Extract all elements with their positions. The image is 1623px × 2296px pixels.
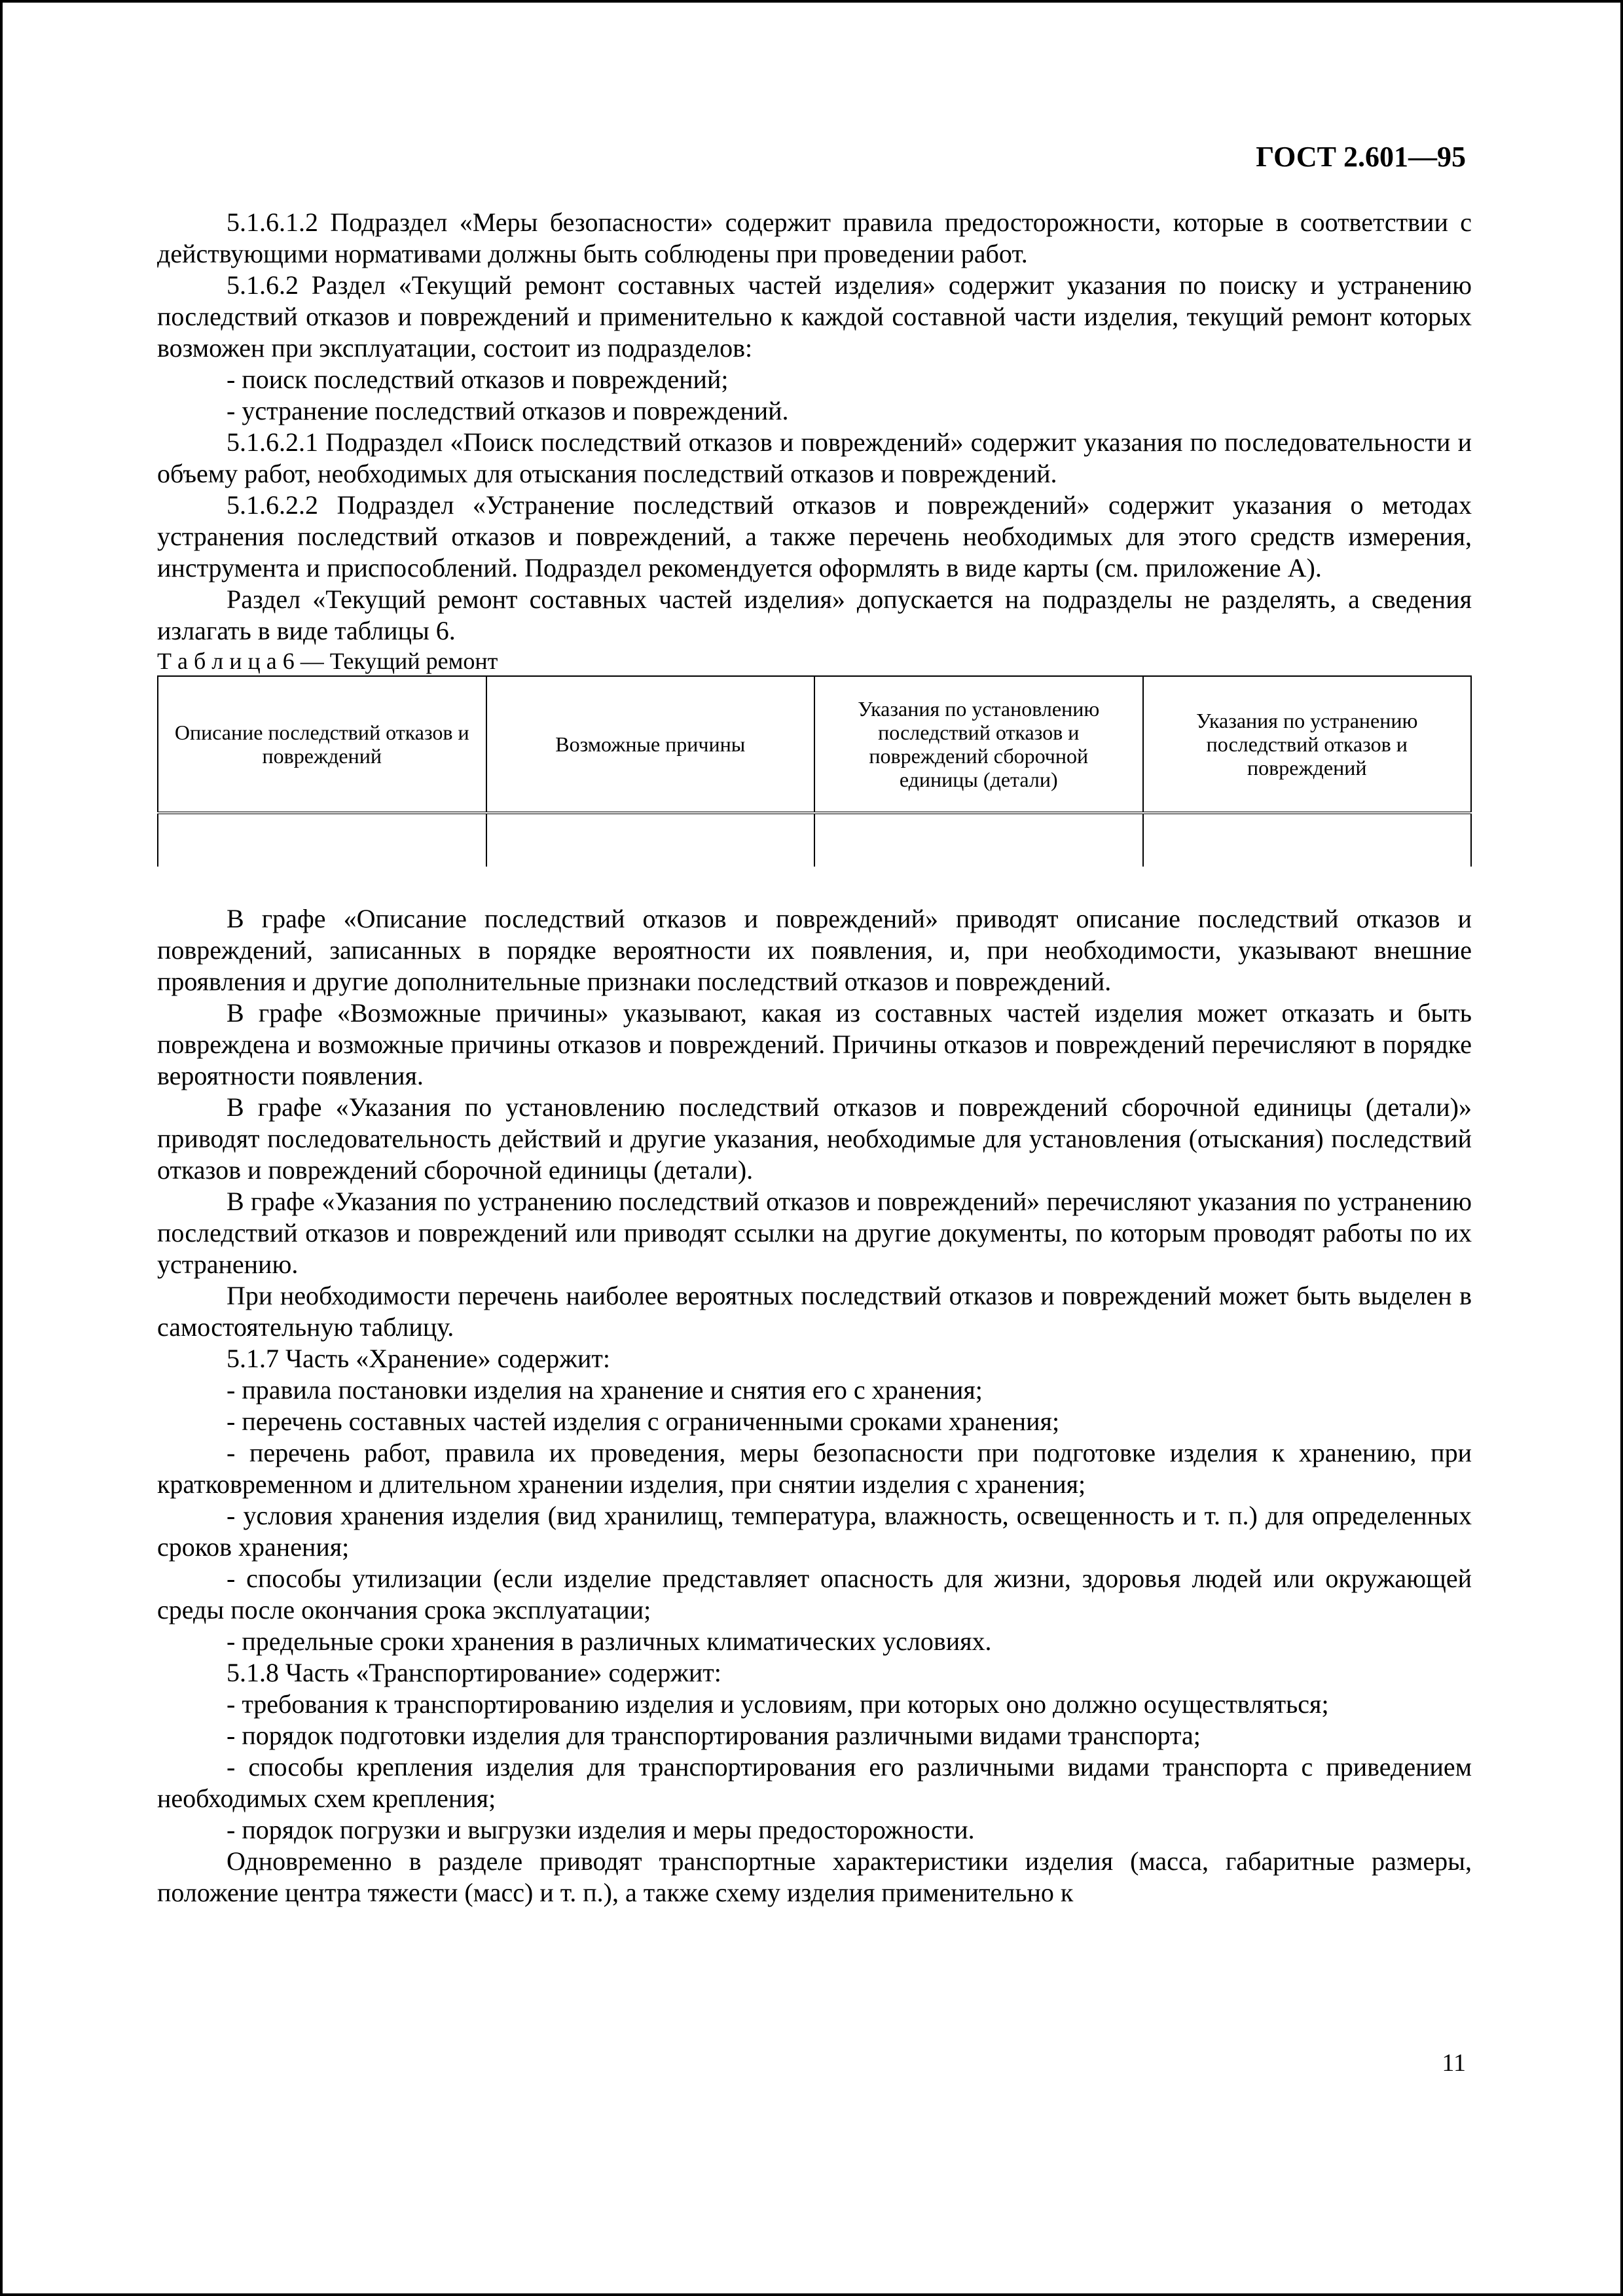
list-item: - порядок подготовки изделия для транспортирования различными видами транспорта; [227,1721,1201,1750]
table-cell [1143,813,1472,867]
standard-header: ГОСТ 2.601—95 [1256,141,1466,173]
bottom-text-block [157,903,1472,1909]
list-item: - порядок погрузки и выгрузки изделия и меры предосторожности. [227,1815,975,1844]
paragraph: Раздел «Текущий ремонт составных частей изделия» допускается на подразделы не разделять, а сведения излагать в виде таблицы 6. [157,584,1472,645]
table-header-row [158,676,1471,813]
paragraph: При необходимости перечень наиболее вероятных последствий отказов и повреждений может быть выделен в самостоятельную таблицу. [157,1281,1472,1342]
list-item: - требования к транспортированию изделия и условиям, при которых оно должно осуществляться; [227,1689,1329,1719]
table-row [158,813,1471,867]
paragraph: В графе «Возможные причины» указывают, какая из составных частей изделия может отказать и быть повреждена и возможные причины отказов и повреждений. Причины отказов и повреждений перечисляют в порядке вероятности появления. [157,998,1472,1090]
page-content [157,207,1472,1909]
paragraph: В графе «Указания по установлению последствий отказов и повреждений сборочной единицы (детали)» приводят последовательность действий и другие указания, необходимые для установления (отыскания) последствий отказов и повреждений сборочной единицы (детали). [157,1092,1472,1185]
table-caption: Т а б л и ц а 6 — Текущий ремонт [157,648,498,674]
list-item: - способы крепления изделия для транспортирования его различными видами транспорта с приведением необходимых схем крепления; [157,1752,1472,1813]
table-header-cell: Указания по устранению последствий отказов и повреждений [1143,676,1472,813]
paragraph: 5.1.6.2.1 Подраздел «Поиск последствий отказов и повреждений» содержит указания по последовательности и объему работ, необходимых для отыскания последствий отказов и повреждений. [157,427,1472,488]
list-item: - способы утилизации (если изделие представляет опасность для жизни, здоровья людей или окружающей среды после окончания срока эксплуатации; [157,1564,1472,1624]
table-cell [814,813,1143,867]
list-item: - устранение последствий отказов и повреждений. [227,396,789,425]
list-item: - перечень составных частей изделия с ограниченными сроками хранения; [227,1407,1060,1436]
list-item: - поиск последствий отказов и повреждений; [227,365,729,394]
paragraph: В графе «Описание последствий отказов и повреждений» приводят описание последствий отказов и повреждений, записанных в порядке вероятности их появления, и, при необходимости, указывают внешние проявления и другие дополнительные признаки последствий отказов и повреждений. [157,904,1472,996]
list-item: - правила постановки изделия на хранение и снятия его с хранения; [227,1375,983,1405]
section-heading: 5.1.8 Часть «Транспортирование» содержит: [227,1658,721,1687]
table-header-cell: Описание последствий отказов и повреждений [158,676,486,813]
list-item: - условия хранения изделия (вид хранилищ, температура, влажность, освещенность и т. п.) для определенных сроков хранения; [157,1501,1472,1562]
section-heading: 5.1.7 Часть «Хранение» содержит: [227,1344,610,1373]
table-cell [486,813,815,867]
table-header-cell: Возможные причины [486,676,815,813]
paragraph: В графе «Указания по устранению последствий отказов и повреждений» перечисляют указания по устранению последствий отказов и повреждений или приводят ссылки на другие документы, по которым проводят работы по их устранению. [157,1187,1472,1279]
list-item: - перечень работ, правила их проведения, меры безопасности при подготовке изделия к хранению, при кратковременном и длительном хранении изделия, при снятии изделия с хранения; [157,1438,1472,1499]
paragraph: 5.1.6.1.2 Подраздел «Меры безопасности» содержит правила предосторожности, которые в соответствии с действующими нормативами должны быть соблюдены при проведении работ. [157,207,1472,268]
table-header-cell: Указания по установлению последствий отказов и повреждений сборочной единицы (детали) [814,676,1143,813]
repair-table [157,675,1472,867]
paragraph: 5.1.6.2 Раздел «Текущий ремонт составных частей изделия» содержит указания по поиску и устранению последствий отказов и повреждений и применительно к каждой составной части изделия, текущий ремонт которых возможен при эксплуатации, состоит из подразделов: [157,270,1472,363]
table-cell [158,813,486,867]
top-text-block [157,207,1472,647]
paragraph: 5.1.6.2.2 Подраздел «Устранение последствий отказов и повреждений» содержит указания о методах устранения последствий отказов и повреждений, а также перечень необходимых для этого средств измерения, инструмента и приспособлений. Подраздел рекомендуется оформлять в виде карты (см. приложение А). [157,490,1472,583]
page-number: 11 [1442,2049,1466,2077]
paragraph: Одновременно в разделе приводят транспортные характеристики изделия (масса, габаритные размеры, положение центра тяжести (масс) и т. п.), а также схему изделия применительно к [157,1846,1472,1907]
list-item: - предельные сроки хранения в различных климатических условиях. [227,1626,992,1656]
